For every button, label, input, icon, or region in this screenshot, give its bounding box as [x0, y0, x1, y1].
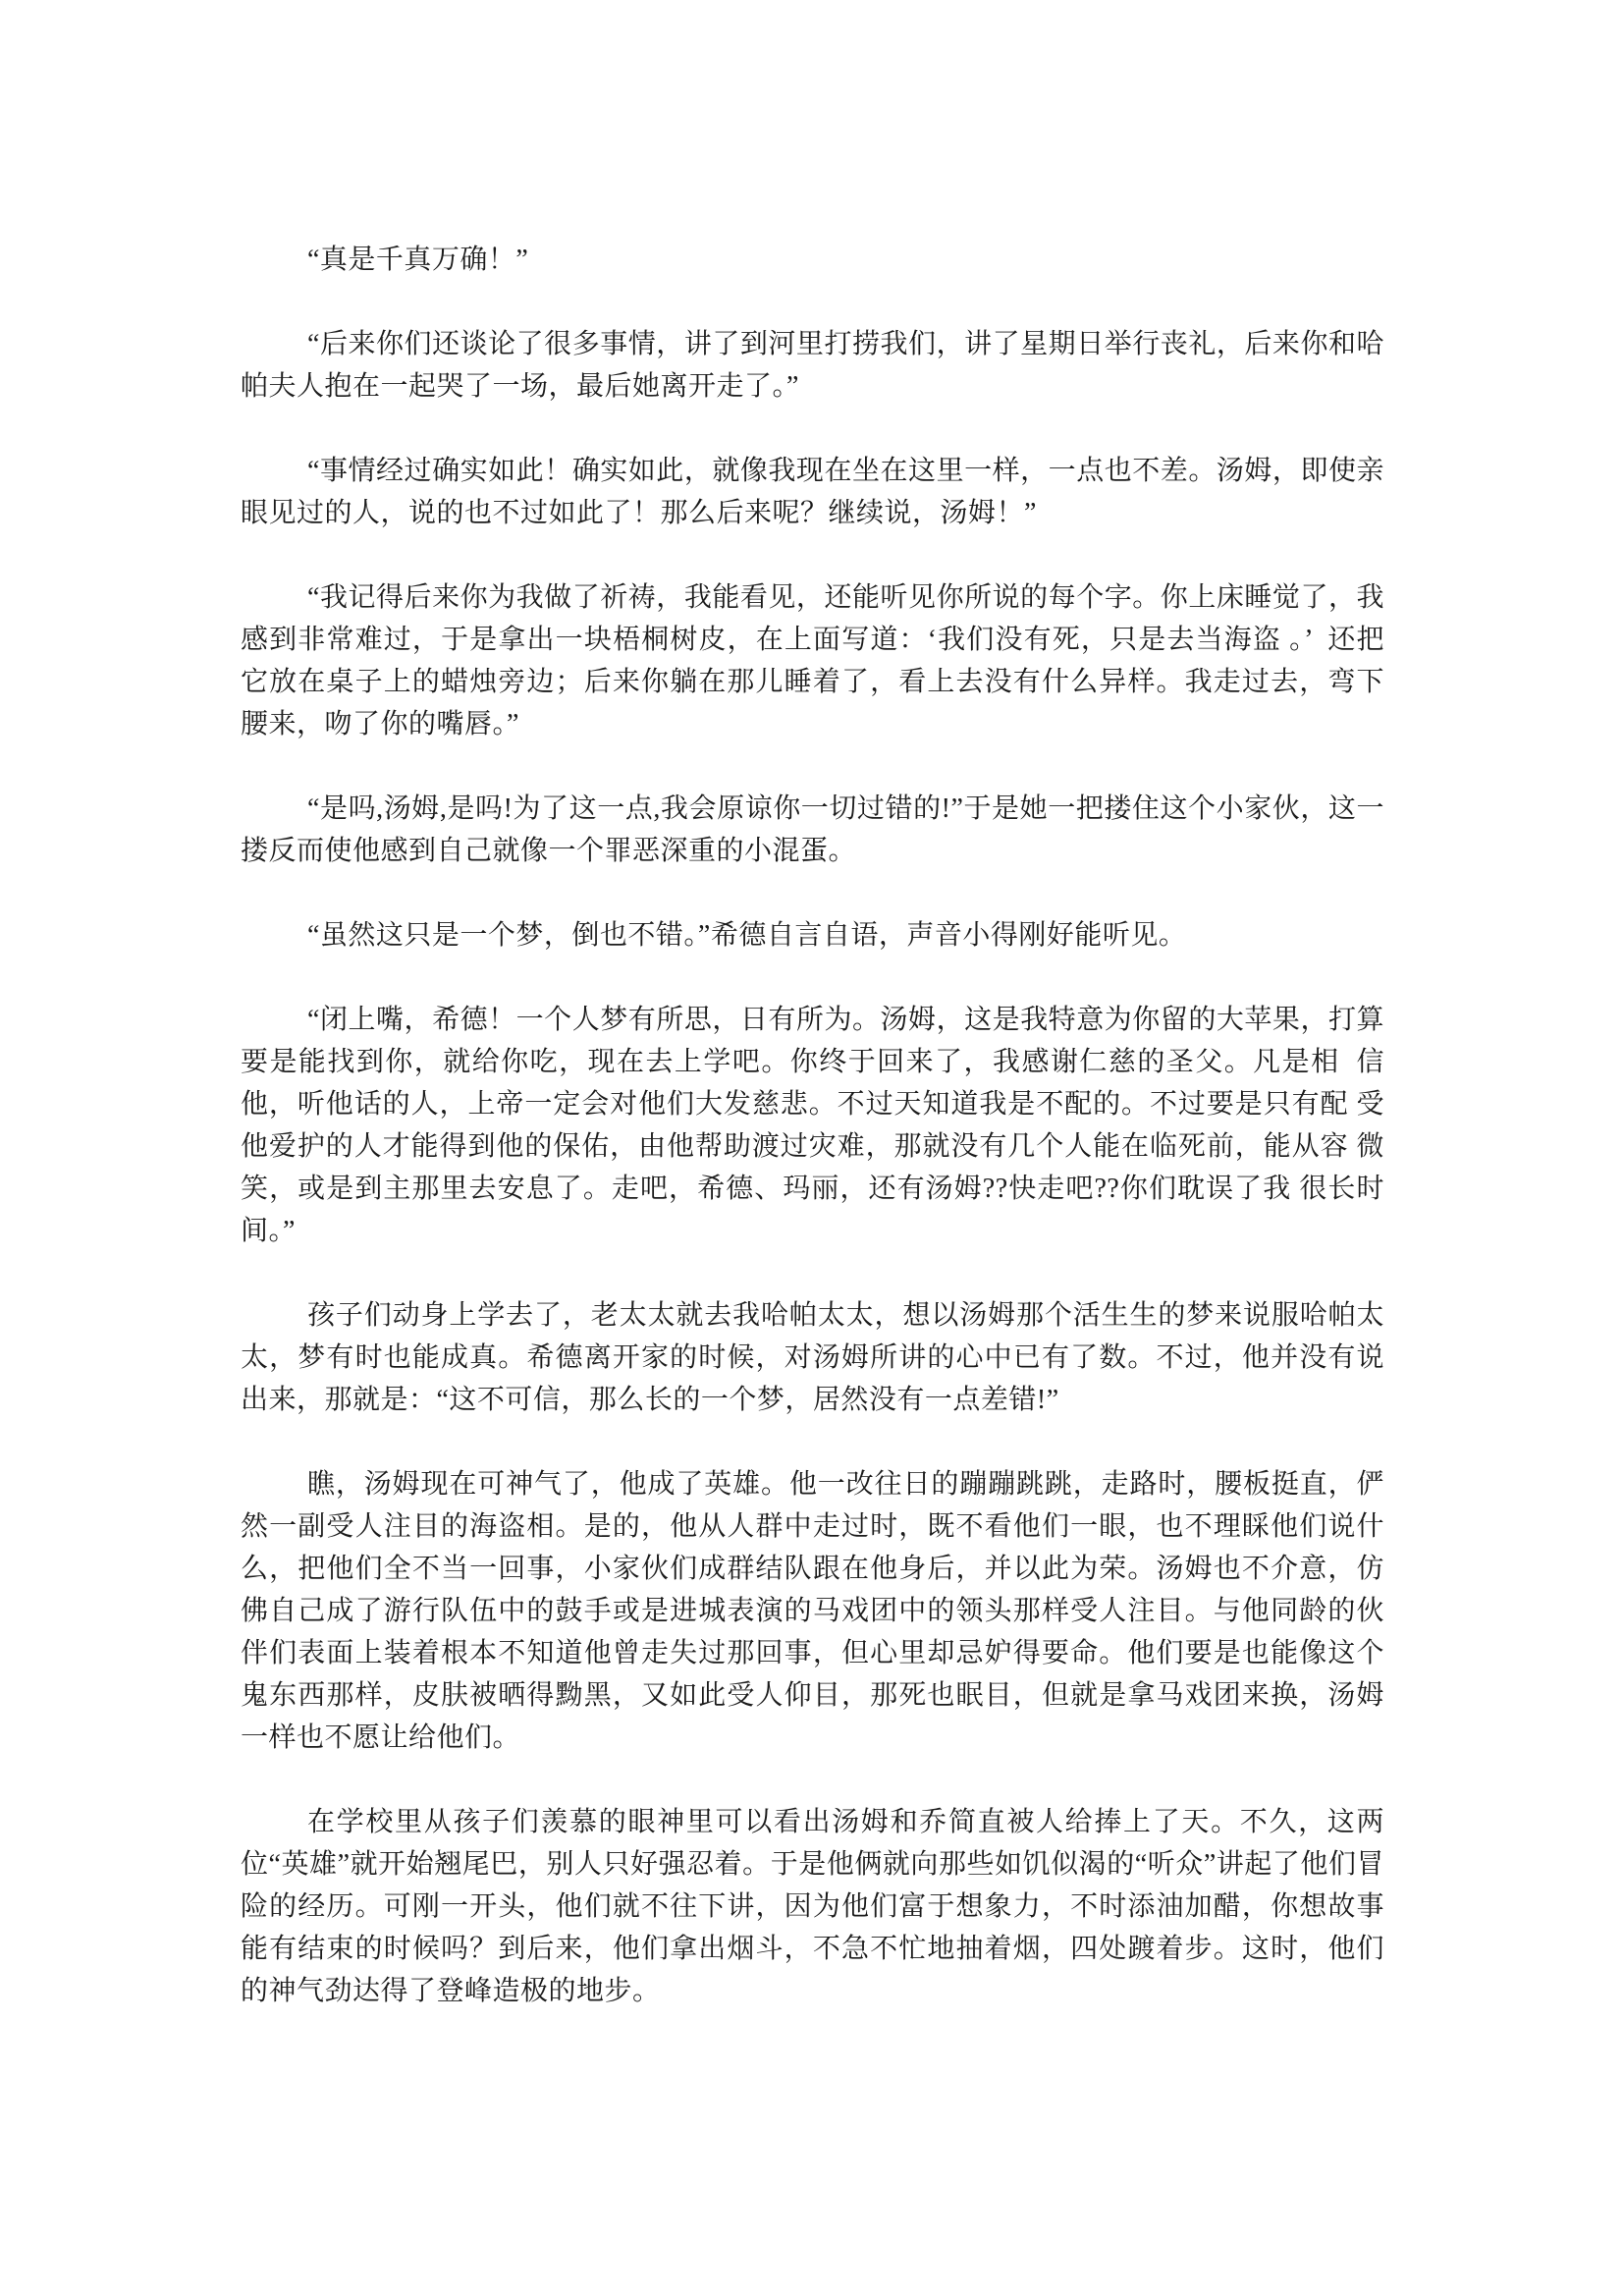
document-body: [241, 239, 1384, 2012]
paragraph-5: “是吗,汤姆,是吗!为了这一点,我会原谅你一切过错的!”于是她一把搂住这个小家伙，这一搂反而使他感到自己就像一个罪恶深重的小混蛋。: [241, 793, 1384, 866]
paragraph-2: “后来你们还谈论了很多事情，讲了到河里打捞我们，讲了星期日举行丧礼，后来你和哈帕夫人抱在一起哭了一场，最后她离开走了。”: [241, 329, 1384, 402]
paragraph-1: “真是千真万确！”: [307, 245, 529, 275]
paragraph-8: 孩子们动身上学去了，老太太就去我哈帕太太，想以汤姆那个活生生的梦来说服哈帕太太，梦有时也能成真。希德离开家的时候，对汤姆所讲的心中已有了数。不过，他并没有说出来，那就是：“这不可信，那么长的一个梦，居然没有一点差错!”: [241, 1300, 1384, 1415]
paragraph-3: “事情经过确实如此！确实如此，就像我现在坐在这里一样，一点也不差。汤姆，即使亲眼见过的人，说的也不过如此了！那么后来呢？继续说，汤姆！”: [241, 456, 1384, 528]
paragraph-7: “闭上嘴，希德！一个人梦有所思，日有所为。汤姆，这是我特意为你留的大苹果，打算要是能找到你，就给你吃，现在去上学吧。你终于回来了，我感谢仁慈的圣父。凡是相 信他，听他话的人，上帝一定会对他们大发慈悲。不过天知道我是不配的。不过要是只有配 受他爱护的人才能得到他的保佑，由他帮助渡过灾难，那就没有几个人能在临死前，能从容 微笑，或是到主那里去安息了。走吧，希德、玛丽，还有汤姆??快走吧??你们耽误了我 很长时间。”: [241, 1005, 1384, 1246]
paragraph-10: 在学校里从孩子们羡慕的眼神里可以看出汤姆和乔简直被人给捧上了天。不久，这两位“英雄”就开始翘尾巴，别人只好强忍着。于是他俩就向那些如饥似渴的“听众”讲起了他们冒险的经历。可刚一开头，他们就不往下讲，因为他们富于想象力，不时添油加醋，你想故事能有结束的时候吗？到后来，他们拿出烟斗，不急不忙地抽着烟，四处踱着步。这时，他们的神气劲达得了登峰造极的地步。: [241, 1807, 1384, 2006]
paragraph-6: “虽然这只是一个梦，倒也不错。”希德自言自语，声音小得刚好能听见。: [307, 920, 1187, 951]
paragraph-4: “我记得后来你为我做了祈祷，我能看见，还能听见你所说的每个字。你上床睡觉了，我感到非常难过，于是拿出一块梧桐树皮，在上面写道：‘我们没有死，只是去当海盗 。’ 还把它放在桌子上的蜡烛旁边；后来你躺在那儿睡着了，看上去没有什么异样。我走过去，弯下腰来，吻了你的嘴唇。”: [241, 582, 1384, 739]
paragraph-9: 瞧，汤姆现在可神气了，他成了英雄。他一改往日的蹦蹦跳跳，走路时，腰板挺直，俨然一副受人注目的海盗相。是的，他从人群中走过时，既不看他们一眼，也不理睬他们说什么，把他们全不当一回事，小家伙们成群结队跟在他身后，并以此为荣。汤姆也不介意，仿佛自己成了游行队伍中的鼓手或是进城表演的马戏团中的领头那样受人注目。与他同龄的伙伴们表面上装着根本不知道他曾走失过那回事，但心里却忌妒得要命。他们要是也能像这个鬼东西那样，皮肤被晒得黝黑，又如此受人仰目，那死也眠目，但就是拿马戏团来换，汤姆一样也不愿让给他们。: [241, 1469, 1384, 1753]
